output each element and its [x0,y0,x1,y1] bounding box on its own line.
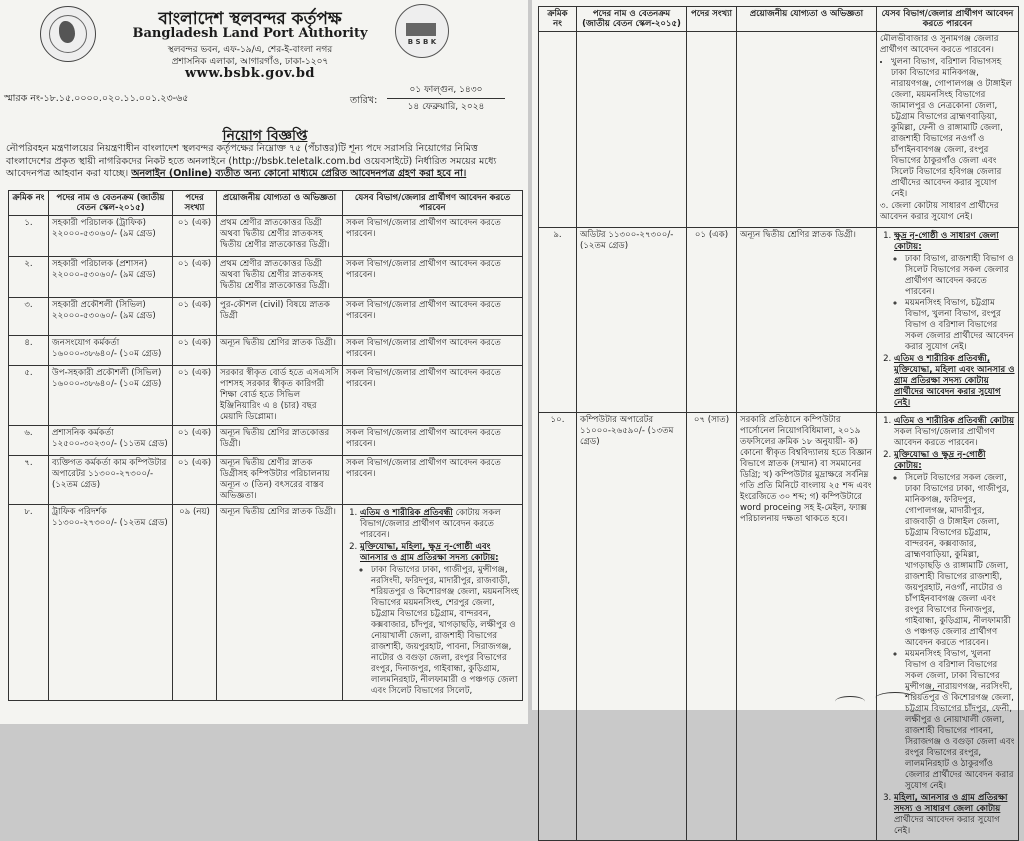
row-sl [539,32,577,228]
logo-text: B S B K [407,38,437,46]
quota-item [894,231,1015,353]
row-post: সহকারী পরিচালক (ট্রাফিক) ২২০০০-৫৩০৬০/- (৯ম গ্রেড) [49,216,173,257]
row-eligible: সকল বিভাগ/জেলার প্রার্থীগণ আবেদন করতে পারবেন। [343,257,523,298]
row-sl: ২. [9,257,49,298]
row-post: সহকারী পরিচালক (প্রশাসন) ২২০০০-৫৩০৬০/- (৯ম গ্রেড) [49,257,173,298]
row-eligible [877,413,1019,841]
header-post: পদের নাম ও বেতনক্রম (জাতীয় বেতন স্কেল-২০১৫) [49,191,173,216]
header-sl: ক্রমিক নং [539,7,577,32]
row-count: ০১ (এক) [173,456,217,505]
org-name-bn: বাংলাদেশ স্থলবন্দর কর্তৃপক্ষ [158,9,342,29]
quota-head: মুক্তিযোদ্ধা ও ক্ষুদ্র নৃ-গোষ্ঠী কোটায়: [894,450,986,471]
vacancy-table-left [8,190,523,701]
quota-bullet: ◦ ঢাকা বিভাগ, রাজশাহী বিভাগ ও সিলেট বিভাগের সকল জেলার প্রার্থীগণ আবেদন করতে পারবেন। [905,254,1015,298]
row-sl: ৯. [539,228,577,413]
row-qualification: অন্যূন দ্বিতীয় শ্রেণির স্নাতক ডিগ্রী। [217,505,343,701]
quota-bullet: • খুলনা বিভাগ, বরিশাল বিভাগসহ ঢাকা বিভাগের মানিকগঞ্জ, নারায়ণগঞ্জ, গোপালগঞ্জ ও টাঙ্গাইল জেলা, ময়মনসিংহ বিভাগের জামালপুর ও নেত্রকোনা জেলা, চট্টগ্রাম বিভাগের ব্রাহ্মণবাড়িয়া, কুমিল্লা, ফেনী ও রাঙ্গামাটি জেলা, রাজশাহী বিভাগের নওগাঁ ও চাঁপাইনবাবগঞ্জ জেলা, রংপুর বিভাগের ঠাকুরগাঁও জেলা এবং সিলেট বিভাগের হবিগঞ্জ জেলার প্রার্থীদের আবেদন করার সুযোগ নেই। [891,57,1015,200]
row-post: ব্যক্তিগত কর্মকর্তা কাম কম্পিউটার অপারেটর ১১৩০০-২৭৩০০/- (১২তম গ্রেড) [49,456,173,505]
header-sl: ক্রমিক নং [9,191,49,216]
table-row [9,366,523,426]
eligible-note: ৩. জেলা কোটায় সাধারণ প্রার্থীদের আবেদন করার সুযোগ নেই। [880,201,999,222]
row-count: ০১ (এক) [173,426,217,456]
row-post: প্রশাসনিক কর্মকর্তা ১২৫০০-৩০২৩০/- (১১তম গ্রেড) [49,426,173,456]
header-eligible: যেসব বিভাগ/জেলার প্রার্থীগণ আবেদন করতে পারবেন [343,191,523,216]
row-qualification: অন্যূন দ্বিতীয় শ্রেণির স্নাতক ডিগ্রী। [737,228,877,413]
header-count: পদের সংখ্যা [173,191,217,216]
row-sl: ৭. [9,456,49,505]
date-box [387,81,505,114]
eligible-continued: মৌলভীবাজার ও সুনামগঞ্জ জেলার প্রার্থীগণ আবেদন করতে পারবেন। [880,34,999,55]
bangladesh-emblem-logo [40,6,96,62]
row-sl: ১. [9,216,49,257]
table-header-row [9,191,523,216]
row-count: ০১ (এক) [173,336,217,366]
quota-head: এতিম ও শারীরিক প্রতিবন্ধী [360,508,453,518]
vacancy-table-right [538,6,1019,841]
notice-title: নিয়োগ বিজ্ঞপ্তি [222,128,308,144]
row-eligible: সকল বিভাগ/জেলার প্রার্থীগণ আবেদন করতে পারবেন। [343,336,523,366]
bsbk-logo [395,4,449,58]
intro-warning: অনলাইন (Online) ব্যতীত অন্য কোনো মাধ্যমে প্রেরিত আবেদনপত্র গ্রহণ করা হবে না। [131,168,467,179]
row-eligible: সকল বিভাগ/জেলার প্রার্থীগণ আবেদন করতে পারবেন। [343,456,523,505]
row-qualification: অন্যূন দ্বিতীয় শ্রেণীর স্নাতক ডিগ্রীসহ কম্পিউটার পরিচালনায় অন্যূন ৩ (তিন) বৎসরের বাস্তব অভিজ্ঞতা। [217,456,343,505]
address-line-2: প্রশাসনিক এলাকা, আগারগাঁও, ঢাকা-১২০৭ [171,57,329,67]
quota-head: এতিম ও শারীরিক প্রতিবন্ধী, মুক্তিযোদ্ধা, মহিলা এবং আনসার ও গ্রাম প্রতিরক্ষা সদস্য কোটায় প্রার্থীদের আবেদন করার সুযোগ নেই। [894,354,1015,408]
letterhead [0,0,528,200]
header-eligible: যেসব বিভাগ/জেলার প্রার্থীগণ আবেদন করতে পারবেন [877,7,1019,32]
row-qualification: সরকারি প্রতিষ্ঠানে কম্পিউটার পার্সোনেল নিয়োগবিধিমালা, ২০১৯ তফসিলের ক্রমিক ১৮ অনুযায়ী- ক) কোনো স্বীকৃত বিশ্ববিদ্যালয় হতে বিজ্ঞান বিভাগে স্নাতক (সম্মান) বা সমমানের ডিগ্রি; খ) কম্পিউটার মুদ্রাক্ষরে সর্বনিম্ন গতি প্রতি মিনিটে বাংলায় ২৫ শব্দ এবং ইংরেজিতে ৩০ শব্দ; গ) কম্পিউটারে word proceing সহ ই-মেইল, ফ্যাক্স পরিচালনায় দক্ষতা থাকতে হবে। [737,413,877,841]
row-sl: ৪. [9,336,49,366]
row-sl: ৬. [9,426,49,456]
table-header-row [539,7,1019,32]
table-row [9,505,523,701]
quota-bullet: ◦ ময়মনসিংহ বিভাগ, খুলনা বিভাগ ও বরিশাল বিভাগের সকল জেলা, ঢাকা বিভাগের মুন্সীগঞ্জ, নারায়ণগঞ্জ, নরসিংদী, শরিয়তপুর ও কিশোরগঞ্জ জেলা, চট্টগ্রাম বিভাগের চাঁদপুর, ফেনী, লক্ষীপুর ও নোয়াখালী জেলা, রাজশাহী বিভাগের পাবনা, সিরাজগঞ্জ ও বগুড়া জেলা এবং রংপুর বিভাগের রংপুর, লালমনিরহাট ও ঠাকুরগাঁও জেলার প্রার্থীদের আবেদন করার সুযোগ নেই। [905,649,1015,792]
row-count: ০১ (এক) [173,216,217,257]
signature [835,688,965,706]
header-count: পদের সংখ্যা [687,7,737,32]
quota-head: এতিম ও শারীরিক প্রতিবন্ধী কোটায় [894,416,1015,426]
org-name-en: Bangladesh Land Port Authority [132,26,368,41]
row-post: উপ-সহকারী প্রকৌশলী (সিভিল) ১৬০০০-৩৮৬৪০/- (১০ম গ্রেড) [49,366,173,426]
row-count: ০৯ (নয়) [173,505,217,701]
header-qualification: প্রয়োজনীয় যোগ্যতা ও অভিজ্ঞতা [737,7,877,32]
address-line-1: স্থলবন্দর ভবন, এফ-১৯/এ, শের-ই-বাংলা নগর [167,45,333,55]
row-post: ট্রাফিক পরিদর্শক ১১৩০০-২৭৩০০/- (১২তম গ্রেড) [49,505,173,701]
table-row [539,32,1019,228]
row-eligible [877,32,1019,228]
quota-bullet: ◦ ময়মনসিংহ বিভাগ, চট্টগ্রাম বিভাগ, খুলনা বিভাগ, রংপুর বিভাগ ও বরিশাল বিভাগের সকল জেলার প্রার্থীদের আবেদন করার সুযোগ নেই। [905,298,1015,353]
row-count: ০৭ (সাত) [687,413,737,841]
row-eligible: সকল বিভাগ/জেলার প্রার্থীগণ আবেদন করতে পারবেন। [343,298,523,336]
quota-head: মুক্তিযোদ্ধা, মহিলা, ক্ষুদ্র নৃ-গোষ্ঠী এবং আনসার ও গ্রাম প্রতিরক্ষা সদস্য কোটায়: [360,542,499,563]
row-qualification: প্রথম শ্রেণীর স্নাতকোত্তর ডিগ্রী অথবা দ্বিতীয় শ্রেণীর স্নাতকসহ দ্বিতীয় শ্রেণীর স্নাতকোত্তর ডিগ্রী। [217,257,343,298]
quota-head: ক্ষুদ্র নৃ-গোষ্ঠী ও সাধারণ জেলা কোটায়: [894,231,999,252]
row-post [577,32,687,228]
quota-bullet: ◦ ঢাকা বিভাগের ঢাকা, গাজীপুর, মুন্সীগঞ্জ, নরসিংদী, ফরিদপুর, মাদারীপুর, রাজবাড়ী, শরিয়তপুর ও কিশোরগঞ্জ জেলা, ময়মনসিংহ বিভাগের ময়মনসিংহ, শেরপুর জেলা, চট্টগ্রাম বিভাগের চট্টগ্রাম, বান্দরবন, কক্সবাজার, চাঁদপুর, খাগড়াছড়ি, লক্ষীপুর ও নোয়াখালী জেলা, রাজশাহী বিভাগের রাজশাহী, জয়পুরহাট, পাবনা, সিরাজগঞ্জ, নাটোর ও বগুড়া জেলা, রংপুর বিভাগের রংপুর, দিনাজপুর, গাইবান্ধা, কুড়িগ্রাম, লালমনিরহাট, নীলফামারী ও পঞ্চগড় জেলা এবং সিলেট বিভাগের সিলেট, [371,565,519,697]
row-qualification: সরকার স্বীকৃত বোর্ড হতে এসএসসি পাশসহ সরকার স্বীকৃত কারিগরী শিক্ষা বোর্ড হতে সিভিল ইঞ্জিনিয়ারিং এ ৪ (চার) বছর মেয়াদি ডিপ্লোমা। [217,366,343,426]
row-qualification: অন্যূন দ্বিতীয় শ্রেণির স্নাতক ডিগ্রী। [217,336,343,366]
row-count: ০১ (এক) [687,228,737,413]
table-row [9,426,523,456]
quota-bullet: ◦ সিলেট বিভাগের সকল জেলা, ঢাকা বিভাগের ঢাকা, গাজীপুর, মানিকগঞ্জ, ফরিদপুর, গোপালগঞ্জ, মাদারীপুর, রাজবাড়ী ও টাঙ্গাইল জেলা, চট্টগ্রাম বিভাগের চট্টগ্রাম, বান্দরবন, কক্সবাজার, ব্রাহ্মণবাড়িয়া, কুমিল্লা, খাগড়াছড়ি ও রাঙ্গামাটি জেলা, রাজশাহী বিভাগের রাজশাহী, জয়পুরহাট, নওগাঁ, নাটোর ও চাঁপাইনবাবগঞ্জ জেলা এবং রংপুর বিভাগের দিনাজপুর, গাইবান্ধা, কুড়িগ্রাম, নীলফামারী ও পঞ্চগড় জেলার প্রার্থীগণ আবেদন করতে পারবেন। [905,473,1015,649]
row-count: ০১ (এক) [173,366,217,426]
table-row [9,298,523,336]
row-qualification: প্রথম শ্রেণীর স্নাতকোত্তর ডিগ্রী অথবা দ্বিতীয় শ্রেণীর স্নাতকসহ দ্বিতীয় শ্রেণীর স্নাতকোত্তর ডিগ্রী। [217,216,343,257]
notice-intro [6,143,526,181]
row-count [687,32,737,228]
row-sl: ৮. [9,505,49,701]
row-sl: ১০. [539,413,577,841]
row-qualification: পুর-কৌশল (civil) বিষয়ে স্নাতক ডিগ্রী [217,298,343,336]
notice-page-right [532,0,1024,836]
quota-text: কোটায় সকল বিভাগ/জেলার প্রার্থীগণ আবেদন করতে পারবেন। [360,508,501,540]
row-count: ০১ (এক) [173,257,217,298]
row-qualification [737,32,877,228]
row-post: অডিটর ১১৩০০-২৭৩০০/- (১২তম গ্রেড) [577,228,687,413]
header-post: পদের নাম ও বেতনক্রম (জাতীয় বেতন স্কেল-২০১৫) [577,7,687,32]
quota-item [894,354,1015,409]
row-post: কম্পিউটার অপারেটর ১১০০০-২৬৫৯০/- (১৩তম গ্রেড) [577,413,687,841]
table-row [9,216,523,257]
date-english: ১৪ ফেব্রুয়ারি, ২০২৪ [407,102,485,112]
row-eligible [877,228,1019,413]
table-row [9,456,523,505]
memo-number: স্মারক নং-১৮.১৫.০০০০.০২০.১১.০০১.২৩-৬৫ [4,93,189,104]
quota-item [894,450,1015,792]
table-row [9,336,523,366]
row-sl: ৫. [9,366,49,426]
notice-page-left [0,0,528,724]
date-label: তারিখ: [350,95,378,106]
website: www.bsbk.gov.bd [184,66,316,81]
header-qualification: প্রয়োজনীয় যোগ্যতা ও অভিজ্ঞতা [217,191,343,216]
quota-text: সকল বিভাগ/জেলার প্রার্থীগণ আবেদন করতে পারবেন। [894,427,995,448]
row-eligible: সকল বিভাগ/জেলার প্রার্থীগণ আবেদন করতে পারবেন। [343,426,523,456]
row-eligible: সকল বিভাগ/জেলার প্রার্থীগণ আবেদন করতে পারবেন। [343,216,523,257]
table-row [9,257,523,298]
table-row [539,228,1019,413]
row-count: ০১ (এক) [173,298,217,336]
table-row [539,413,1019,841]
quota-text: প্রার্থীদের আবেদন করার সুযোগ নেই। [894,815,1000,836]
row-sl: ৩. [9,298,49,336]
date-bangla: ০১ ফাল্গুন, ১৪৩০ [387,81,505,99]
intro-text: নৌপরিবহন মন্ত্রণালয়ের নিয়ন্ত্রণাধীন বাংলাদেশ স্থলবন্দর কর্তৃপক্ষের নিম্নোক্ত ৭৫ (পঁচাত্তর)টি শূন্য পদে সরাসরি নিয়োগের নিমিত্ত বাংলাদেশের প্রকৃত স্থায়ী নাগরিকদের নিকট হতে অনলাইনে (http://bsbk.teletalk.com.bd ওয়েবসাইটে) নির্ধারিত সময়ের মধ্যে আবেদনপত্র আহবান করা যাচ্ছে। [6,143,497,179]
row-eligible [343,505,523,701]
row-eligible: সকল বিভাগ/জেলার প্রার্থীগণ আবেদন করতে পারবেন। [343,366,523,426]
quota-item [360,508,519,541]
quota-item [894,416,1015,449]
row-post: সহকারী প্রকৌশলী (সিভিল) ২২০০০-৫৩০৬০/- (৯ম গ্রেড) [49,298,173,336]
quota-head: মহিলা, আনসার ও গ্রাম প্রতিরক্ষা সদস্য ও সাধারণ জেলা কোটায় [894,793,1008,814]
quota-item [894,793,1015,837]
quota-item [360,542,519,697]
row-qualification: অন্যূন দ্বিতীয় শ্রেণির স্নাতকোত্তর ডিগ্রী। [217,426,343,456]
row-post: জনসংযোগ কর্মকর্তা ১৬০০০-৩৮৬৪০/- (১০ম গ্রেড) [49,336,173,366]
